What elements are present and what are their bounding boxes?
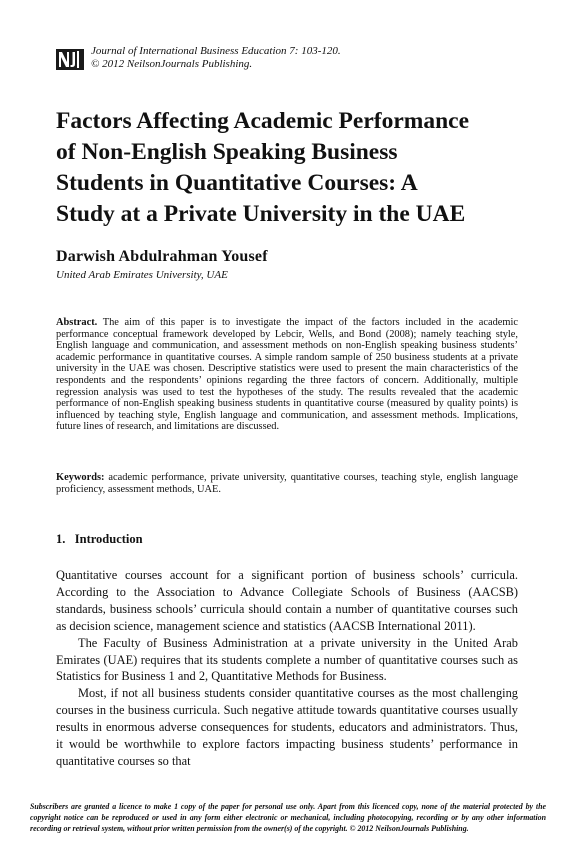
copyright-notice: Subscribers are granted a licence to make 1 copy of the paper for personal use only. Apart from this licenced copy, none of the material protected by the copyright notice can be reproduced or used in any form either electronic or mechanical, including photocopying, recording or by any other information recording or retrieval system, without prior written permission from the owner(s) of the copyright. © 2012 NeilsonJournals Publishing. (30, 802, 546, 833)
body-paragraph-2: The Faculty of Business Administration at a private university in the United Arab Emirates (UAE) requires that its students complete a number of quantitative courses such as Statistics for Business 1 and 2, Quantitative Methods for Business. (56, 635, 518, 684)
journal-header (56, 45, 526, 75)
abstract-label: Abstract. (56, 317, 98, 328)
keywords-label: Keywords: (56, 472, 105, 483)
body-paragraph-1: Quantitative courses account for a significant portion of business schools’ curricula. According to the Association to Advance Collegiate Schools of Business (AACSB) standards, business schools’ curricula should contain a number of quantitative courses such as decision science, management science and statistics (AACSB International 2011). (56, 568, 518, 633)
body-text (56, 567, 518, 770)
journal-copyright: © 2012 NeilsonJournals Publishing. (91, 58, 253, 70)
paper-title (56, 106, 526, 230)
section-heading-introduction: 1. Introduction (56, 532, 143, 546)
keywords (56, 472, 518, 496)
body-paragraph-3: Most, if not all business students consider quantitative courses as the most challenging courses in the business curricula. Such negative attitude towards quantitative courses usually results in enormous adverse consequences for students, educators and administrators. Thus, it would be worthwhile to explore factors impacting business students’ performance in quantitative courses so that (56, 686, 518, 768)
title-line-3: Students in Quantitative Courses: A (56, 170, 418, 196)
journal-logo (56, 47, 84, 71)
abstract (56, 317, 518, 433)
keywords-text: academic performance, private university, quantitative courses, teaching style, english language proficiency, assessment methods, UAE. (56, 472, 518, 495)
author-affiliation: United Arab Emirates University, UAE (56, 269, 228, 281)
title-line-1: Factors Affecting Academic Performance (56, 108, 470, 134)
journal-citation-block (91, 45, 341, 71)
title-line-2: of Non-English Speaking Business (56, 139, 398, 165)
journal-citation: Journal of International Business Education 7: 103-120. (91, 45, 341, 57)
abstract-text: The aim of this paper is to investigate the impact of the factors included in the academic performance conceptual framework developed by Lebcir, Wells, and Bond (2008); namely teaching style, English language and communication, and assessment methods on non-English speaking business students’ academic performance in quantitative courses. A simple random sample of 250 business students at a private university in the UAE was chosen. Descriptive statistics were used to present the main characteristics of the respondents and the respondents’ opinions regarding the three factors of concern. Additionally, multiple regression analysis was used to test the hypotheses of the study. The results revealed that the academic performance of non-English speaking business students in quantitative course (measured by quality points) is influenced by teaching style, English language and communication, and assessment methods. Implications, future lines of research, and limitations are discussed. (56, 317, 518, 433)
title-line-4: Study at a Private University in the UAE (56, 201, 466, 227)
author-name: Darwish Abdulrahman Yousef (56, 248, 268, 265)
